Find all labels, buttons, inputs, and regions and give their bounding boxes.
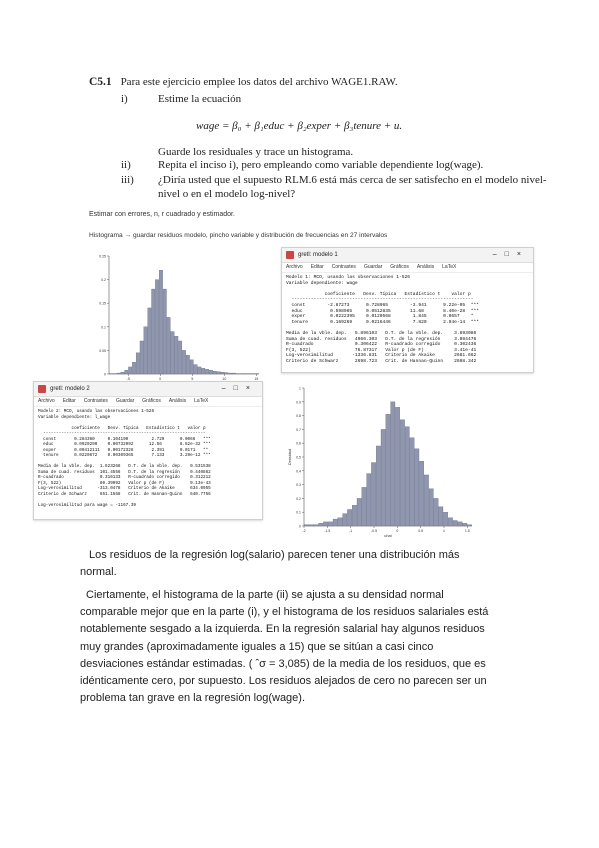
y-tick-label: 0.05 [99, 348, 106, 353]
histogram-bar [410, 438, 414, 526]
histogram-bar [171, 332, 174, 374]
window-title: gretl: modelo 1 [298, 252, 338, 258]
menu-graficos[interactable]: Gráficos [142, 398, 161, 404]
menu-latex[interactable]: LaTeX [194, 398, 209, 404]
histogram-bar [314, 525, 318, 526]
logwage-residual-histogram [282, 378, 480, 546]
y-tick-label: 0.7 [296, 427, 301, 432]
histogram-bar [128, 367, 131, 374]
histogram-bar [338, 518, 342, 526]
menu-graficos[interactable]: Gráficos [390, 264, 409, 270]
histogram-bar [434, 498, 438, 526]
wage-residual-histogram [87, 248, 277, 388]
y-tick-label: 0.6 [296, 441, 301, 446]
histogram-bar [453, 520, 457, 526]
exercise-number: C5.1 [89, 76, 112, 88]
histogram-bar [217, 372, 220, 374]
y-axis-label: Densidad [288, 448, 292, 466]
histogram-bar [144, 327, 147, 374]
equation: wage = β₀ + β₁educ + β₂exper + β₃tenure + u. [196, 120, 403, 132]
histogram-bar [202, 368, 205, 374]
histogram-bar [232, 373, 235, 374]
model-output: Modelo 2: MCO, usando las observaciones 1-526 Variable dependiente: l_wage coeficiente Desv. Típica Estadístico t valor p --------------------------------------------------------------- const 0.284360 0.104190 2.729 0.0066 *** educ 0.0920290 0.00732992 12.56 8.82e-32 *** exper 0.00412111 0.00172328 2.391 0.0171 ** tenure 0.0220672 0.00309365 7.133 3.29e-12 *** Media de la vble. dep. 1.623268 D.T. de la vble. dep. 0.531538 Suma de cuad. residuos 101.4556 D.T. de la regresión 0.440862 R-cuadrado 0.316133 R-cuadrado corregido 0.312212 F(3, 522) 80.39092 Valor p (de F) 9.13e-43 Log-verosimilitud -313.0478 Criterio de Akaike 634.0955 Criterio de Schwarz 651.1568 Crit. de Hannan-Quinn 640.7756 Log-verosimilitud para wage = -1167.39 [38, 409, 211, 508]
menu-archivo[interactable]: Archivo [38, 398, 55, 404]
item-i-followup: Guarde los residuales y trace un histograma. [158, 146, 354, 158]
x-tick-label: 0 [396, 529, 399, 533]
histogram-bar [182, 350, 185, 374]
histogram-bar [343, 514, 347, 526]
window-titlebar[interactable] [282, 248, 533, 263]
x-tick-label: 10 [222, 377, 227, 381]
window-controls[interactable]: –□× [221, 385, 258, 392]
menu-latex[interactable]: LaTeX [442, 264, 457, 270]
paragraph-line: comparable mejor que en la parte (i), y el histograma de los residuos salariales está [80, 606, 489, 619]
histogram-bar [117, 373, 120, 374]
x-tick-label: -1 [349, 529, 353, 533]
y-tick-label: 1 [299, 386, 301, 391]
gretl-window-logwage [33, 381, 263, 520]
menu-contrastes[interactable]: Contrastes [83, 398, 108, 404]
y-tick-label: 0.1 [101, 325, 106, 330]
x-tick-label: 15 [254, 377, 259, 381]
item-ii-text: Repita el inciso i), pero empleando como variable dependiente log(wage). [158, 159, 484, 171]
histogram-bar [357, 498, 361, 526]
y-tick-label: 0.1 [296, 510, 301, 515]
histogram-bar [136, 353, 139, 374]
histogram-bar [186, 355, 189, 374]
x-tick-label: 1 [443, 529, 445, 533]
menu-bar [282, 263, 533, 273]
menu-archivo[interactable]: Archivo [286, 264, 303, 270]
y-tick-label: 0.4 [296, 469, 301, 474]
y-tick-label: 0.2 [101, 278, 106, 283]
histogram-bar [381, 429, 385, 526]
histogram-bar [443, 512, 447, 526]
x-tick-label: -0.5 [370, 529, 378, 533]
histogram-bar [448, 518, 452, 526]
paragraph-line: idénticamente cero, por supuesto. Los residuos alejados de cero no parecen ser un [80, 675, 487, 688]
window-title: gretl: modelo 2 [50, 386, 90, 392]
window-controls[interactable]: –□× [492, 251, 529, 258]
histogram-bar [391, 402, 395, 526]
y-tick-label: 0.25 [99, 254, 106, 259]
paragraph-line: muy grandes (aproximadamente iguales a 15) que se sitúan a casi cinco [80, 640, 434, 653]
x-tick-label: -2 [302, 529, 306, 533]
histogram-bar [415, 449, 419, 526]
item-i-text: Estime la ecuación [158, 93, 242, 105]
item-iii-line2: nivel o en el modelo log-nivel? [158, 188, 296, 200]
histogram-bar [419, 461, 423, 526]
histogram-bar [213, 371, 216, 374]
paragraph-line: desviaciones estándar estimadas. ( ˆσ = 3,085) de la media de los residuos, que es [80, 657, 486, 670]
histogram-bar [463, 523, 467, 526]
menu-editar[interactable]: Editar [62, 398, 76, 404]
y-tick-label: 0.15 [99, 301, 106, 306]
histogram-bar [333, 519, 337, 526]
menu-editar[interactable]: Editar [310, 264, 324, 270]
histogram-bar [194, 365, 197, 374]
menu-guardar[interactable]: Guardar [115, 398, 135, 404]
histogram-bar [319, 523, 323, 526]
histogram-bar [198, 367, 201, 374]
note-estimation: Estimar con errores, n, r cuadrado y estimador. [89, 211, 235, 218]
histogram-bar [439, 507, 443, 526]
item-iii-marker: iii) [121, 174, 134, 186]
y-tick-label: 0.2 [296, 496, 301, 501]
histogram-bar [376, 446, 380, 526]
histogram-bar [405, 427, 409, 526]
y-tick-label: 0.8 [296, 414, 301, 419]
histogram-bar [323, 522, 327, 526]
window-titlebar[interactable] [34, 382, 262, 397]
histogram-bar [209, 370, 212, 374]
menu-contrastes[interactable]: Contrastes [331, 264, 356, 270]
x-tick-label: -1.5 [324, 529, 331, 533]
paragraph-line: notablemente sesgado a la izquierda. En la regresión salarial hay algunos residuos [80, 623, 485, 636]
histogram-bar [395, 407, 399, 526]
histogram-bar [178, 341, 181, 374]
histogram-bar [163, 289, 166, 374]
histogram-bar [386, 414, 390, 526]
x-tick-label: 0 [159, 377, 162, 381]
histogram-bar [225, 373, 228, 374]
histogram-bar [400, 420, 404, 526]
histogram-bar [155, 280, 158, 374]
menu-guardar[interactable]: Guardar [363, 264, 383, 270]
x-tick-label: 5 [191, 377, 194, 381]
gretl-window-wage [281, 247, 534, 373]
item-iii-line1: ¿Diría usted que el supuesto RLM.6 está más cerca de ser satisfecho en el modelo nivel- [158, 174, 547, 186]
paragraph-line: normal. [80, 566, 117, 579]
histogram-bar [121, 372, 124, 374]
x-tick-label: 1.5 [464, 529, 470, 533]
item-ii-marker: ii) [121, 159, 131, 171]
menu-bar [34, 397, 262, 407]
item-i-marker: i) [121, 93, 128, 105]
exercise-intro: Para este ejercicio emplee los datos del archivo WAGE1.RAW. [120, 76, 398, 88]
y-tick-label: 0.5 [296, 455, 301, 460]
histogram-bar [429, 489, 433, 526]
histogram-bar [140, 341, 143, 374]
histogram-bar [228, 373, 231, 374]
y-tick-label: 0 [104, 372, 106, 377]
histogram-bar [424, 475, 428, 526]
menu-analisis[interactable]: Análisis [416, 264, 435, 270]
histogram-bar [304, 525, 308, 526]
note-histogram: Histograma → guardar residuos modelo, pincho variable y distribución de frecuencias en 27 intervalos [89, 232, 388, 239]
y-tick-label: 0 [299, 524, 301, 529]
x-tick-label: 0.5 [418, 529, 424, 533]
histogram-bar [352, 505, 356, 526]
histogram-bar [175, 336, 178, 374]
paragraph-1 [80, 547, 460, 581]
histogram-bar [152, 289, 155, 374]
paragraph-2 [80, 587, 488, 707]
x-tick-label: -5 [126, 377, 130, 381]
histogram-bar [309, 525, 313, 526]
histogram-bar [367, 474, 371, 526]
paragraph-line: Los residuos de la regresión log(salario) parecen tener una distribución más [89, 549, 460, 561]
histogram-bar [125, 370, 128, 374]
paragraph-line: problema tan grave en la regresión log(wage). [80, 692, 306, 705]
gretl-app-icon [286, 251, 294, 259]
x-axis-label: uhat [384, 534, 392, 538]
histogram-bar [467, 525, 471, 526]
y-tick-label: 0.9 [296, 400, 301, 405]
model-output: Modelo 1: MCO, usando las observaciones 1-526 Variable dependiente: wage coeficiente Desv. Típica Estadístico t valor p ------------------------------------------------------------------ const -2.87273 0.728965 -3.941 9.22e-05 *** educ 0.598965 0.0512835 11.68 8.40e-28 *** exper 0.0222395 0.0120568 1.845 0.0657 * tenure 0.169269 0.0216446 7.820 2.94e-14 *** Media de la vble. dep. 5.896103 D.T. de la vble. dep. 3.693086 Suma de cuad. residuos 4966.303 D.T. de la regresión 3.084476 R-cuadrado 0.306422 R-cuadrado corregido 0.302436 F(3, 522) 76.87317 Valor p (de F) 3.41e-41 Log-verosimilitud -1336.831 Criterio de Akaike 2681.662 Criterio de Schwarz 2698.723 Crit. de Hannan-Quinn 2688.342 [286, 275, 479, 364]
histogram-bar [347, 509, 351, 526]
histogram-bar [132, 362, 135, 374]
histogram-bar [167, 317, 170, 374]
gretl-app-icon [38, 385, 46, 393]
histogram-bar [221, 372, 224, 374]
histogram-bar [371, 463, 375, 526]
histogram-bar [159, 270, 162, 374]
histogram-bar [328, 522, 332, 526]
histogram-bar [362, 487, 366, 526]
histogram-bar [190, 360, 193, 374]
histogram-bar [458, 522, 462, 526]
histogram-bar [205, 369, 208, 374]
menu-analisis[interactable]: Análisis [168, 398, 187, 404]
histogram-bar [148, 308, 151, 374]
y-tick-label: 0.3 [296, 483, 301, 488]
paragraph-line: Ciertamente, el histograma de la parte (ii) se ajusta a su densidad normal [86, 589, 444, 601]
